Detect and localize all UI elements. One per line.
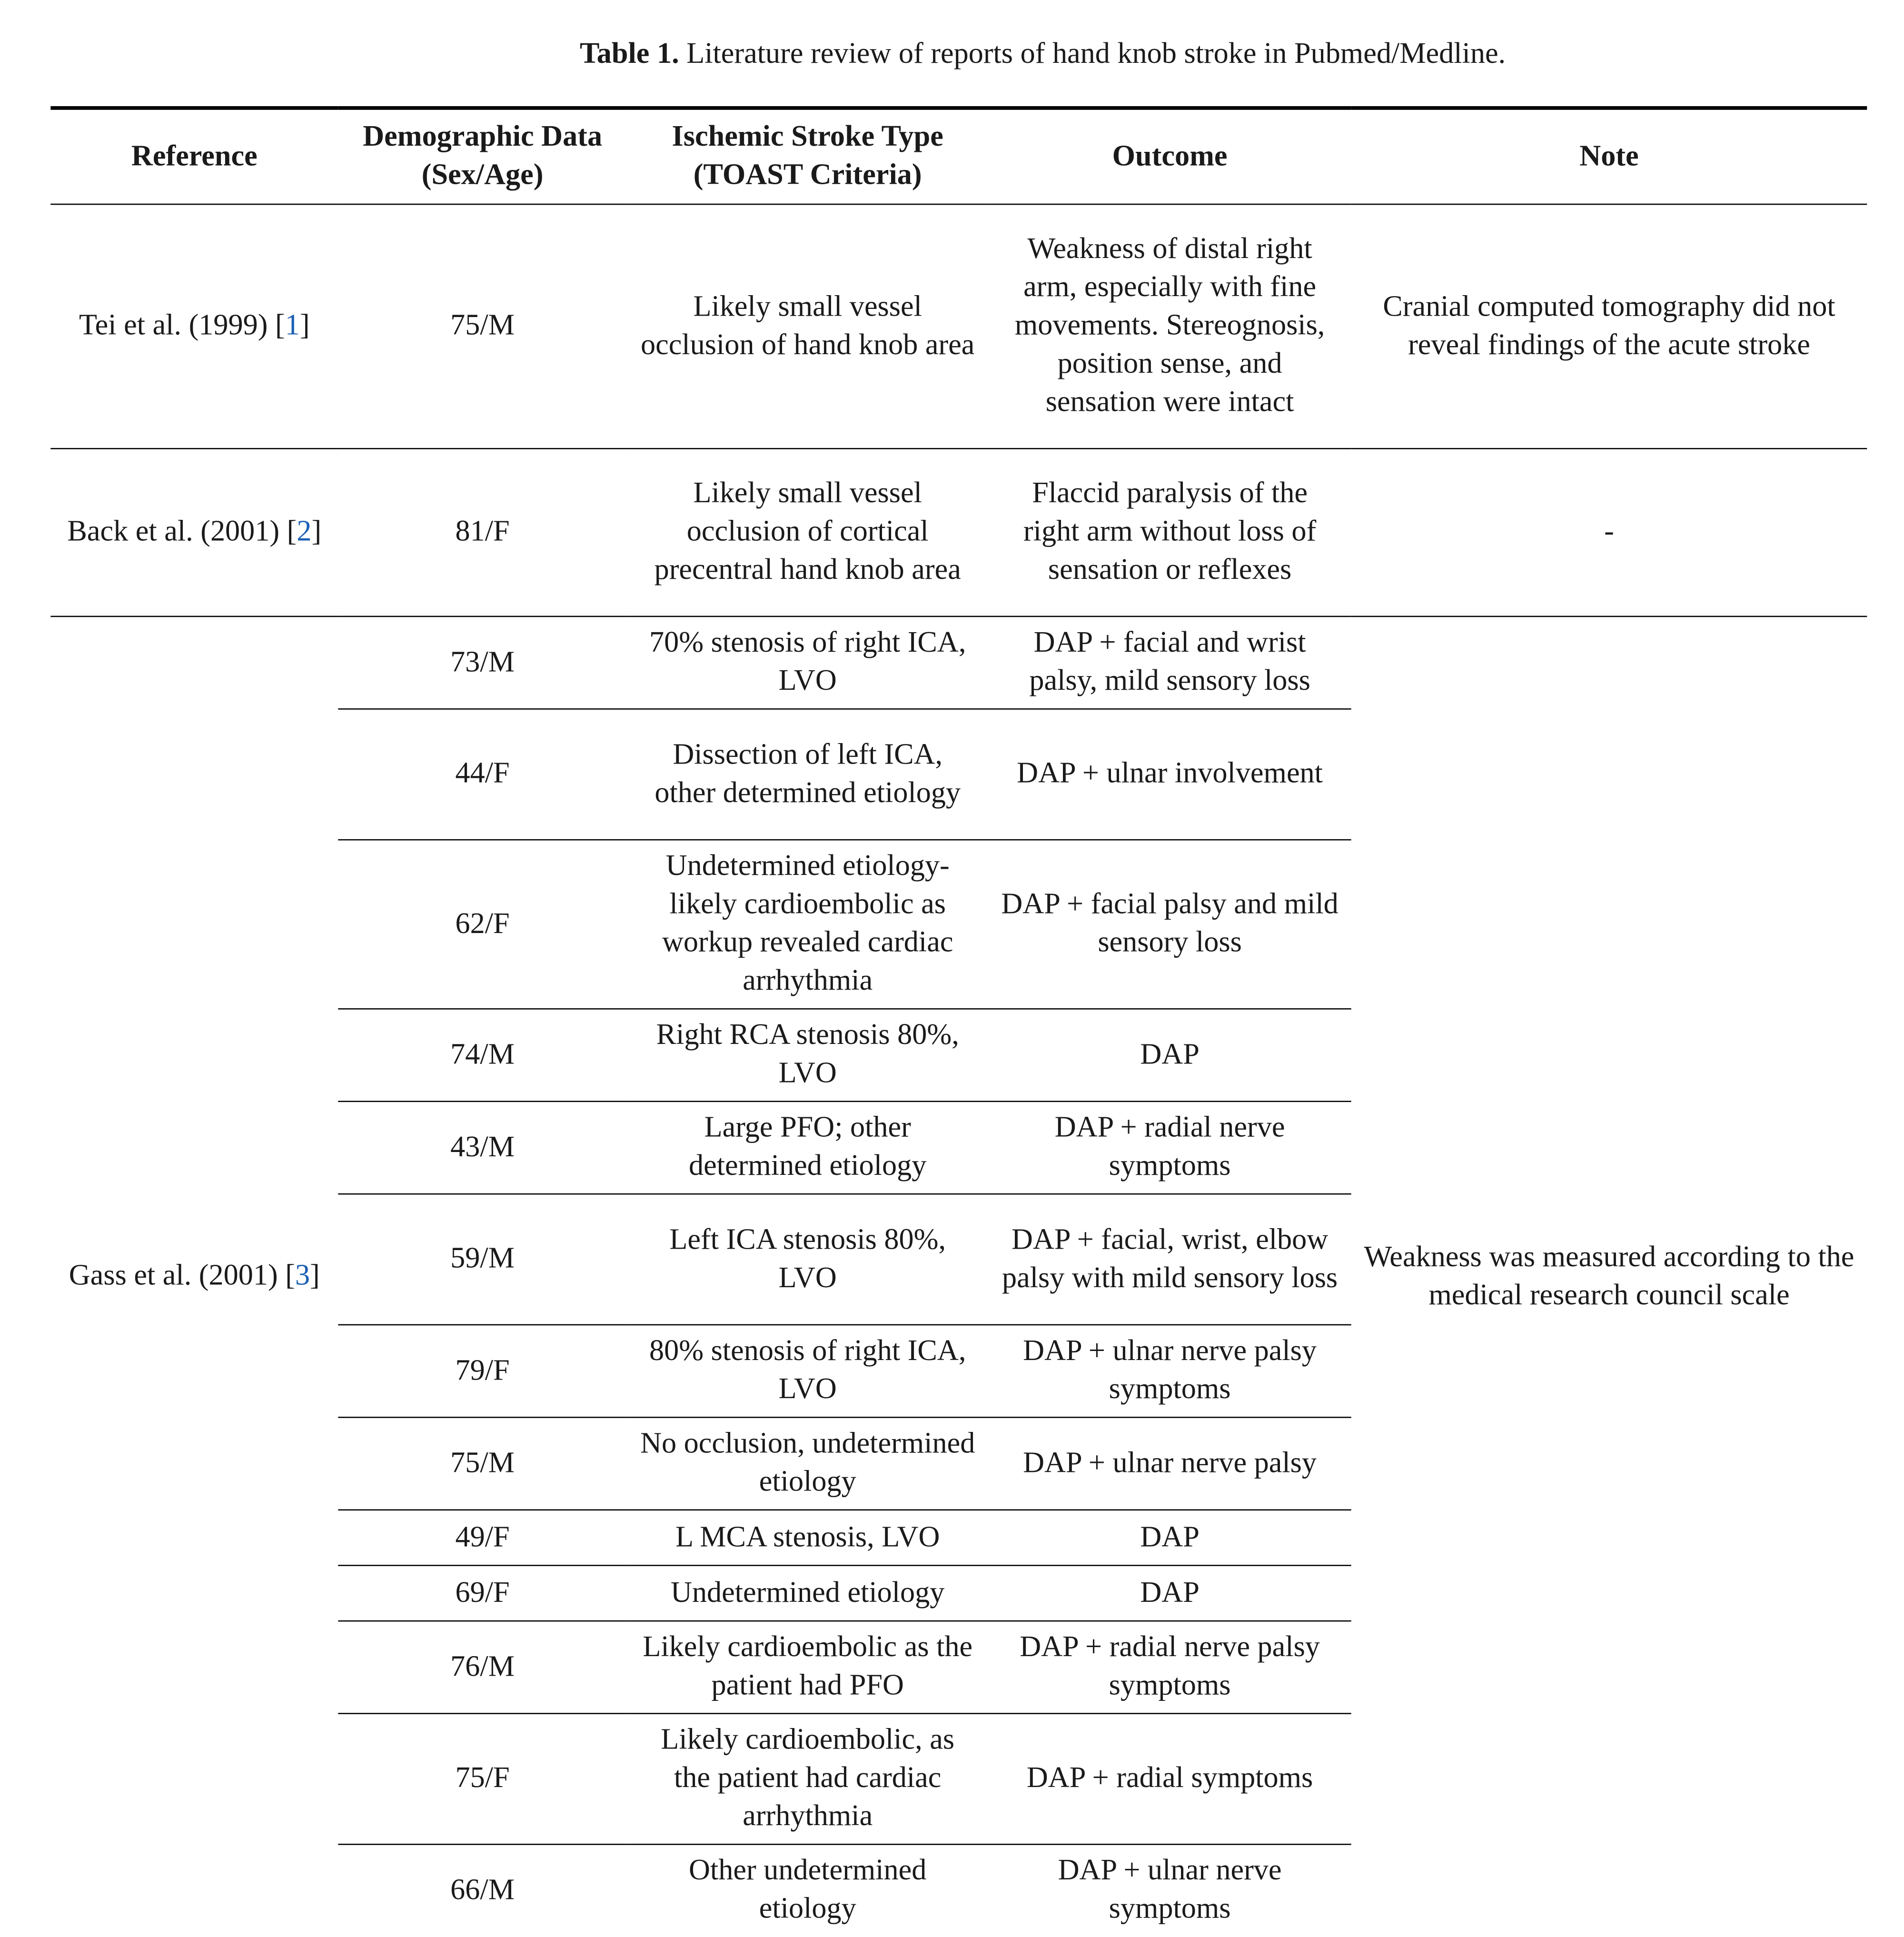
reference-cell: Back et al. (2001) [2]: [50, 448, 338, 616]
header-reference: Reference: [131, 140, 258, 172]
demographic-cell: 69/F: [338, 1565, 627, 1621]
stroke-type-cell: Likely small vessel occlusion of hand knob area: [627, 204, 989, 448]
demographic-cell: 66/M: [450, 1874, 515, 1907]
stroke-type-cell: Large PFO; other determined etiology: [627, 1102, 989, 1194]
demographic-cell: 75/F: [338, 1714, 627, 1845]
outcome-cell: DAP + facial palsy and mild sensory loss: [989, 840, 1351, 1009]
stroke-type-cell: Likely cardioembolic as the patient had PFO: [627, 1621, 989, 1713]
reference-link[interactable]: 3: [295, 1260, 310, 1292]
demographic-cell: 75/M: [338, 1417, 627, 1510]
table-row: [50, 616, 1867, 709]
outcome-cell: DAP + ulnar nerve palsy symptoms: [989, 1325, 1351, 1417]
outcome-cell: DAP + radial nerve symptoms: [989, 1102, 1351, 1194]
stroke-type-cell: Undetermined etiology-likely cardioembolic as workup revealed cardiac arrhythmia: [627, 840, 989, 1009]
header-stroke-type: Ischemic Stroke Type (TOAST Criteria): [672, 121, 943, 191]
outcome-cell: DAP + facial and wrist palsy, mild sensory loss: [989, 616, 1351, 709]
note-cell: -: [1351, 448, 1867, 616]
stroke-type-cell: Other undetermined etiology: [689, 1855, 927, 1926]
header-note: Note: [1579, 140, 1639, 172]
outcome-cell: DAP: [989, 1009, 1351, 1101]
demographic-cell: 79/F: [338, 1325, 627, 1417]
stroke-type-cell: No occlusion, undetermined etiology: [627, 1417, 989, 1510]
demographic-cell: 43/M: [338, 1102, 627, 1194]
stroke-type-cell: Undetermined etiology: [627, 1565, 989, 1621]
table-caption-label: Table 1.: [580, 38, 679, 70]
stroke-type-cell: Left ICA stenosis 80%, LVO: [627, 1194, 989, 1325]
reference-link[interactable]: 1: [285, 309, 300, 342]
demographic-cell: 74/M: [338, 1009, 627, 1101]
table-caption: [0, 35, 1904, 74]
table-row: [50, 448, 1867, 616]
stroke-type-cell: Dissection of left ICA, other determined etiology: [627, 709, 989, 840]
header-row: [50, 108, 1867, 204]
demographic-cell: 76/M: [338, 1621, 627, 1713]
note-cell: Cranial computed tomography did not reveal findings of the acute stroke: [1351, 204, 1867, 448]
demographic-cell: 73/M: [338, 616, 627, 709]
reference-link[interactable]: 2: [297, 516, 312, 548]
outcome-cell: DAP + radial symptoms: [989, 1714, 1351, 1845]
table-caption-text: Literature review of reports of hand knob stroke in Pubmed/Medline.: [679, 38, 1506, 70]
note-cell: Weakness was measured according to the medical research council scale: [1364, 1241, 1854, 1312]
demographic-cell: 49/F: [338, 1510, 627, 1566]
demographic-cell: 81/F: [338, 448, 627, 616]
demographic-cell: 75/M: [338, 204, 627, 448]
header-outcome: Outcome: [1112, 140, 1228, 172]
outcome-cell: DAP + ulnar nerve palsy: [989, 1417, 1351, 1510]
stroke-type-cell: L MCA stenosis, LVO: [627, 1510, 989, 1566]
stroke-type-cell: Likely small vessel occlusion of cortical precentral hand knob area: [627, 448, 989, 616]
stroke-type-cell: Right RCA stenosis 80%, LVO: [627, 1009, 989, 1101]
outcome-cell: DAP: [989, 1510, 1351, 1566]
header-demographic: Demographic Data (Sex/Age): [363, 121, 603, 191]
demographic-cell: 62/F: [338, 840, 627, 1009]
outcome-cell: Flaccid paralysis of the right arm without loss of sensation or reflexes: [989, 448, 1351, 616]
outcome-cell: DAP + radial nerve palsy symptoms: [989, 1621, 1351, 1713]
outcome-cell: DAP + ulnar nerve symptoms: [1058, 1855, 1282, 1926]
literature-table: [50, 106, 1867, 1937]
table-row: [50, 204, 1867, 448]
demographic-cell: 44/F: [338, 709, 627, 840]
outcome-cell: DAP: [989, 1565, 1351, 1621]
stroke-type-cell: 80% stenosis of right ICA, LVO: [627, 1325, 989, 1417]
outcome-cell: DAP + facial, wrist, elbow palsy with mild sensory loss: [989, 1194, 1351, 1325]
stroke-type-cell: 70% stenosis of right ICA, LVO: [627, 616, 989, 709]
demographic-cell: 59/M: [338, 1194, 627, 1325]
stroke-type-cell: Likely cardioembolic, as the patient had cardiac arrhythmia: [627, 1714, 989, 1845]
outcome-cell: DAP + ulnar involvement: [989, 709, 1351, 840]
reference-cell: Gass et al. (2001) [3]: [69, 1260, 320, 1292]
outcome-cell: Weakness of distal right arm, especially with fine movements. Stereognosis, position sense, and sensation were intact: [989, 204, 1351, 448]
reference-cell: Tei et al. (1999) [1]: [50, 204, 338, 448]
